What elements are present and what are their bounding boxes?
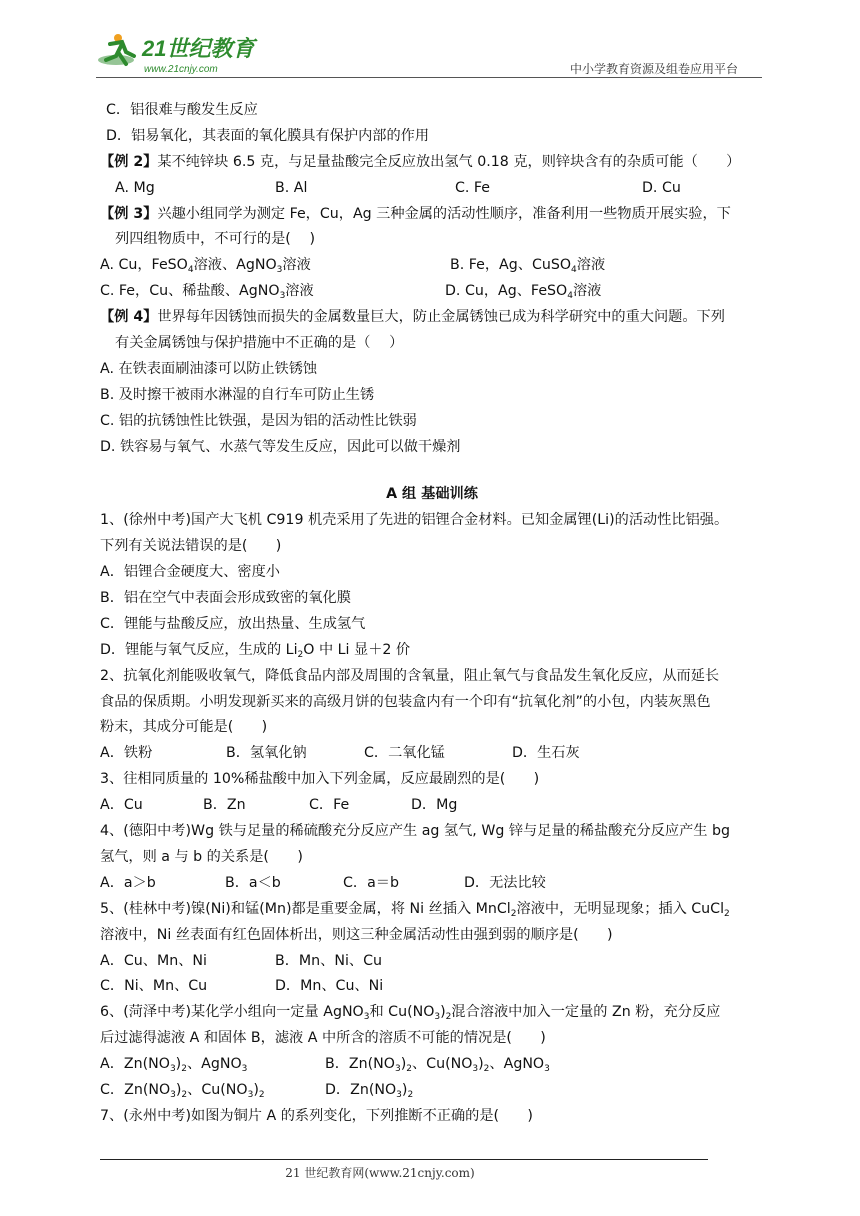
question-6-options-cd — [100, 1078, 764, 1104]
question-5: 5、(桂林中考)镍(Ni)和锰(Mn)都是重要金属，将 Ni 丝插入 MnCl$_2$溶液中，无明显现象；插入 CuCl$_2$ — [100, 900, 730, 919]
option-b: B．Zn — [203, 797, 246, 814]
option-d: D．Mn、Cu、Ni — [275, 978, 384, 995]
page-header — [0, 0, 860, 82]
question-5-cont: 溶液中，Ni 丝表面有红色固体析出，则这三种金属活动性由强到弱的顺序是( ) — [100, 926, 613, 943]
question-7: 7、(永州中考)如图为铜片 A 的系列变化，下列推断不正确的是( ) — [100, 1107, 533, 1124]
logo-url: www.21cnjy.com — [144, 64, 218, 75]
option-b: B. 及时擦干被雨水淋湿的自行车可防止生锈 — [100, 386, 375, 403]
option-d: D．锂能与氧气反应，生成的 $Li_2O$ 中 Li 显＋2 价 — [100, 641, 411, 660]
example-tag: 【例 3】 — [100, 205, 158, 222]
example-4-cont: 有关金属锈蚀与保护措施中不正确的是（ ） — [115, 335, 404, 352]
option-b: B. Al — [275, 179, 308, 196]
option-c: C．二氧化锰 — [364, 745, 445, 762]
option-a: A．铁粉 — [100, 745, 153, 762]
option-b: B．氢氧化钠 — [226, 745, 307, 762]
header-rule — [96, 77, 762, 78]
example-3-options-ab — [100, 253, 764, 279]
example-tag: 【例 4】 — [100, 309, 158, 326]
example-text: 兴趣小组同学为测定 Fe，Cu，Ag 三种金属的活动性顺序，准备利用一些物质开展实验，下 — [157, 205, 731, 222]
option-d: D. 铁容易与氧气、水蒸气等发生反应，因此可以做干燥剂 — [100, 438, 461, 455]
option-c: C. Fe — [455, 179, 491, 196]
option-b: B．铝在空气中表面会形成致密的氧化膜 — [100, 590, 351, 607]
question-6: 6、(菏泽中考)某化学小组向一定量 AgNO$_3$和 $Cu(NO_3)_2$混合溶液中加入一定量的 Zn 粉，充分反应 — [100, 1004, 721, 1023]
option-a: A. Cu，FeSO$_4$溶液、AgNO$_3$溶液 — [100, 257, 311, 276]
footer-rule — [100, 1159, 708, 1160]
question-6-options-ab — [100, 1052, 764, 1078]
example-3-cont: 列四组物质中，不可行的是( ) — [115, 231, 316, 248]
option-a: A. 在铁表面刷油漆可以防止铁锈蚀 — [100, 360, 318, 377]
logo-text: 21世纪教育 — [142, 36, 255, 61]
option-a: A．a＞b — [100, 874, 156, 891]
option-a: A. Mg — [115, 179, 155, 196]
option-b: B. Fe，Ag、CuSO$_4$溶液 — [450, 257, 606, 276]
option-d: D．无法比较 — [464, 874, 546, 891]
question-5-options-ab — [100, 949, 764, 975]
option-b: B．a＜b — [225, 874, 281, 891]
question-1: 1、(徐州中考)国产大飞机 C919 机壳采用了先进的铝锂合金材料。已知金属锂(Li)的活动性比铝强。 — [100, 512, 729, 529]
question-2-cont: 粉末，其成分可能是( ) — [100, 719, 268, 736]
question-4: 4、(德阳中考)Wg 铁与足量的稀硫酸充分反应产生 ag 氢气, Wg 锌与足量的稀盐酸充分反应产生 bg — [100, 823, 731, 840]
option-a: A．铝锂合金硬度大、密度小 — [100, 564, 280, 581]
question-1-cont: 下列有关说法错误的是( ) — [100, 538, 282, 555]
option-b: B．$Zn(NO_3)_2$、$Cu(NO_3)_2$、AgNO$_3$ — [325, 1056, 550, 1075]
example-4 — [100, 305, 764, 331]
option-d: D．生石灰 — [512, 745, 580, 762]
example-3 — [100, 202, 764, 228]
option-d: D. Cu — [642, 179, 681, 196]
question-4-cont: 氢气，则 a 与 b 的关系是( ) — [100, 848, 303, 865]
question-6-cont: 后过滤得滤液 A 和固体 B，滤液 A 中所含的溶质不可能的情况是( ) — [100, 1030, 546, 1047]
question-3-options — [100, 793, 764, 819]
option-c: C. 铝的抗锈蚀性比铁强，是因为铝的活动性比铁弱 — [100, 412, 417, 429]
example-tag: 【例 2】 — [100, 153, 158, 170]
option-d: D．Mg — [411, 797, 458, 814]
example-text: 某不纯锌块 6.5 克，与足量盐酸完全反应放出氢气 0.18 克，则锌块含有的杂质可能（ ） — [157, 153, 741, 170]
question-2-options — [100, 741, 764, 767]
section-title: A 组 基础训练 — [386, 486, 478, 503]
question-5-options-cd — [100, 974, 764, 1000]
platform-name: 中小学教育资源及组卷应用平台 — [570, 62, 739, 76]
question-3: 3、往相同质量的 10%稀盐酸中加入下列金属，反应最剧烈的是( ) — [100, 771, 540, 788]
page-footer: 21 世纪教育网(www.21cnjy.com) — [285, 1166, 475, 1180]
example-2 — [100, 150, 764, 176]
prev-option-d: D．铝易氧化，其表面的氧化膜具有保护内部的作用 — [106, 127, 430, 144]
option-c: C．$Zn(NO_3)_2$、$Cu(NO_3)_2$ — [100, 1081, 265, 1100]
option-d: D. Cu，Ag、FeSO$_4$溶液 — [445, 283, 602, 302]
question-2: 2、抗氧化剂能吸收氧气，降低食品内部及周围的含氧量，阻止氧气与食品发生氧化反应，从而延长 — [100, 667, 720, 684]
option-a: A．Cu — [100, 797, 143, 814]
option-c: C．Fe — [309, 797, 350, 814]
option-c: C．a＝b — [343, 874, 399, 891]
option-b: B．Mn、Ni、Cu — [275, 952, 382, 969]
option-c: C．Ni、Mn、Cu — [100, 978, 208, 995]
example-2-options — [100, 176, 764, 202]
prev-option-c: C．铝很难与酸发生反应 — [106, 102, 258, 118]
document-body — [100, 98, 764, 1130]
example-text: 世界每年因锈蚀而损失的金属数量巨大，防止金属锈蚀已成为科学研究中的重大问题。下列 — [157, 309, 725, 326]
option-c: C. Fe，Cu、稀盐酸、AgNO$_3$溶液 — [100, 283, 314, 302]
option-a: A．$Zn(NO_3)_2$、AgNO$_3$ — [100, 1056, 248, 1075]
option-d: D．$Zn(NO_3)_2$ — [325, 1081, 414, 1100]
option-c: C．锂能与盐酸反应，放出热量、生成氢气 — [100, 615, 366, 632]
question-4-options — [100, 871, 764, 897]
option-a: A．Cu、Mn、Ni — [100, 952, 207, 969]
21cnjy-logo — [96, 30, 266, 78]
example-3-options-cd — [100, 279, 764, 305]
question-2-cont: 食品的保质期。小明发现新买来的高级月饼的包装盒内有一个印有“抗氧化剂”的小包，内装灰黑色 — [100, 693, 711, 710]
